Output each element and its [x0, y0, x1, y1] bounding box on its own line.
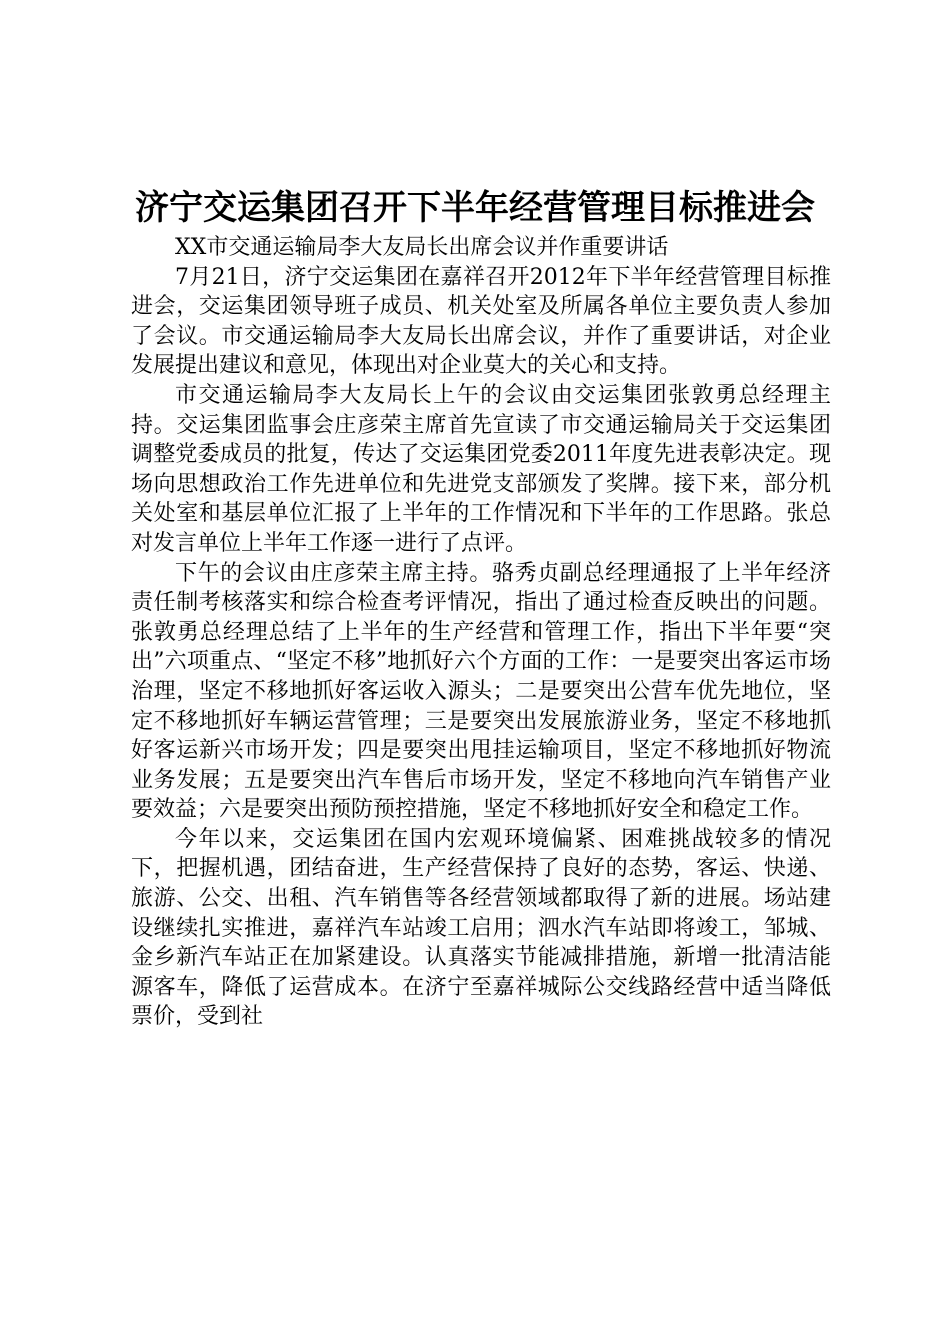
paragraph: 今年以来，交运集团在国内宏观环境偏紧、困难挑战较多的情况下，把握机遇，团结奋进，生产经营保持了良好的态势，客运、快递、旅游、公交、出租、汽车销售等各经营领域都取得了新的进展。场站建设继续扎实推进，嘉祥汽车站竣工启用；泗水汽车站即将竣工，邹城、金乡新汽车站正在加紧建设。认真落实节能减排措施，新增一批清洁能源客车，降低了运营成本。在济宁至嘉祥城际公交线路经营中适当降低票价，受到社 [131, 826, 831, 1030]
article-body [131, 233, 831, 1032]
paragraph: 下午的会议由庄彦荣主席主持。骆秀贞副总经理通报了上半年经济责任制考核落实和综合检查考评情况，指出了通过检查反映出的问题。张敦勇总经理总结了上半年的生产经营和管理工作，指出下半年要“突出”六项重点、“坚定不移”地抓好六个方面的工作：一是要突出客运市场治理，坚定不移地抓好客运收入源头；二是要突出公营车优先地位，坚定不移地抓好车辆运营管理；三是要突出发展旅游业务，坚定不移地抓好客运新兴市场开发；四是要突出甩挂运输项目，坚定不移地抓好物流业务发展；五是要突出汽车售后市场开发，坚定不移地向汽车销售产业要效益；六是要突出预防预控措施，坚定不移地抓好安全和稳定工作。 [131, 560, 831, 823]
page-title: 济宁交运集团召开下半年经营管理目标推进会 [135, 188, 815, 228]
paragraph: 市交通运输局李大友局长上午的会议由交运集团张敦勇总经理主持。交运集团监事会庄彦荣主席首先宣读了市交通运输局关于交运集团调整党委成员的批复，传达了交运集团党委2011年度先进表彰决定。现场向思想政治工作先进单位和先进党支部颁发了奖牌。接下来，部分机关处室和基层单位汇报了上半年的工作情况和下半年的工作思路。张总对发言单位上半年工作逐一进行了点评。 [131, 382, 831, 556]
article-subtitle: XX市交通运输局李大友局长出席会议并作重要讲话 [175, 235, 669, 260]
paragraph: 7月21日，济宁交运集团在嘉祥召开2012年下半年经营管理目标推进会，交运集团领导班子成员、机关处室及所属各单位主要负责人参加了会议。市交通运输局李大友局长出席会议，并作了重要讲话，对企业发展提出建议和意见，体现出对企业莫大的关心和支持。 [131, 264, 831, 379]
